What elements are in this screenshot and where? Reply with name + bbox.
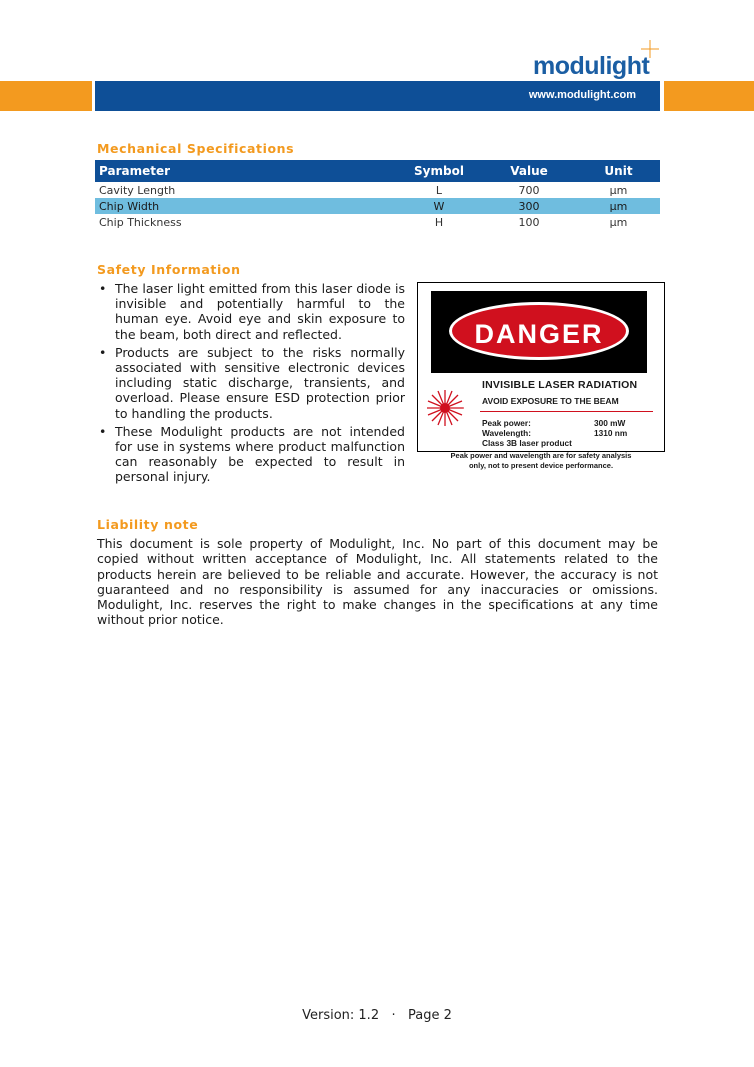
wavelength-value: 1310 nm — [594, 428, 628, 438]
cell-parameter: Cavity Length — [99, 183, 176, 197]
table-row — [95, 198, 660, 214]
label-subtitle: AVOID EXPOSURE TO THE BEAM — [482, 396, 619, 406]
column-header-symbol: Symbol — [397, 160, 481, 182]
cell-value: 100 — [518, 215, 540, 229]
cell-parameter: Chip Width — [95, 198, 397, 214]
mechanical-specs-heading: Mechanical Specifications — [97, 141, 295, 156]
laser-warning-icon — [426, 389, 464, 427]
cell-symbol: L — [435, 183, 443, 197]
label-caption — [417, 451, 665, 471]
header-band-left — [0, 81, 92, 111]
cell-unit: µm — [609, 183, 628, 197]
list-item: • Products are subject to the risks normally associated with sensitive electronic devices including static discharge, transients, and overload. Please ensure ESD protection prior to handling the products. — [97, 345, 405, 421]
table-row — [95, 182, 660, 198]
peak-power-value: 300 mW — [594, 418, 626, 428]
cell-symbol: H — [434, 215, 444, 229]
safety-bullet-list — [97, 281, 405, 488]
column-header-value: Value — [481, 160, 577, 182]
peak-power-label: Peak power: — [482, 418, 531, 428]
laser-danger-label — [417, 282, 665, 452]
header-band-right — [664, 81, 754, 111]
label-divider — [480, 411, 653, 412]
page-footer: Version: 1.2 · Page 2 — [302, 1008, 452, 1023]
column-header-unit: Unit — [577, 160, 660, 182]
column-header-parameter: Parameter — [95, 160, 397, 182]
company-logo: modulight — [533, 52, 650, 80]
cell-unit: µm — [609, 215, 628, 229]
cell-value: 300 — [481, 198, 577, 214]
cell-value: 700 — [518, 183, 540, 197]
website-url[interactable]: www.modulight.com — [528, 89, 636, 101]
cell-parameter: Chip Thickness — [99, 215, 182, 229]
label-title: INVISIBLE LASER RADIATION — [482, 379, 638, 391]
safety-info-heading: Safety Information — [97, 262, 241, 277]
cell-symbol: W — [397, 198, 481, 214]
mechanical-specs-table — [95, 160, 660, 230]
wavelength-label: Wavelength: — [482, 428, 532, 438]
laser-class: Class 3B laser product — [482, 438, 572, 448]
caption-line: only, not to present device performance. — [468, 461, 614, 470]
sparkle-icon — [641, 40, 659, 58]
cell-unit: µm — [577, 198, 660, 214]
danger-word: DANGER — [474, 319, 604, 349]
table-row — [95, 214, 660, 230]
list-item: • The laser light emitted from this laser diode is invisible and potentially harmful to the human eye. Avoid eye and skin exposure to the beam, both direct and reflected. — [97, 281, 405, 342]
table-header-row — [95, 160, 660, 182]
liability-heading: Liability note — [97, 517, 199, 532]
liability-text: This document is sole property of Modulight, Inc. No part of this document may be copied without written acceptance of Modulight, Inc. All statements related to the products herein are believed to be reliable and accurate. However, the accuracy is not guaranteed and no responsibility is assumed for any inaccuracies or omissions. Modulight, Inc. reserves the right to make changes in the specifications at any time without prior notice. — [97, 536, 658, 628]
danger-header-panel — [431, 291, 647, 373]
list-item: • These Modulight products are not intended for use in systems where product malfunction can reasonably be expected to result in personal injury. — [97, 424, 405, 485]
danger-oval — [449, 302, 629, 360]
caption-line: Peak power and wavelength are for safety analysis — [450, 451, 632, 460]
